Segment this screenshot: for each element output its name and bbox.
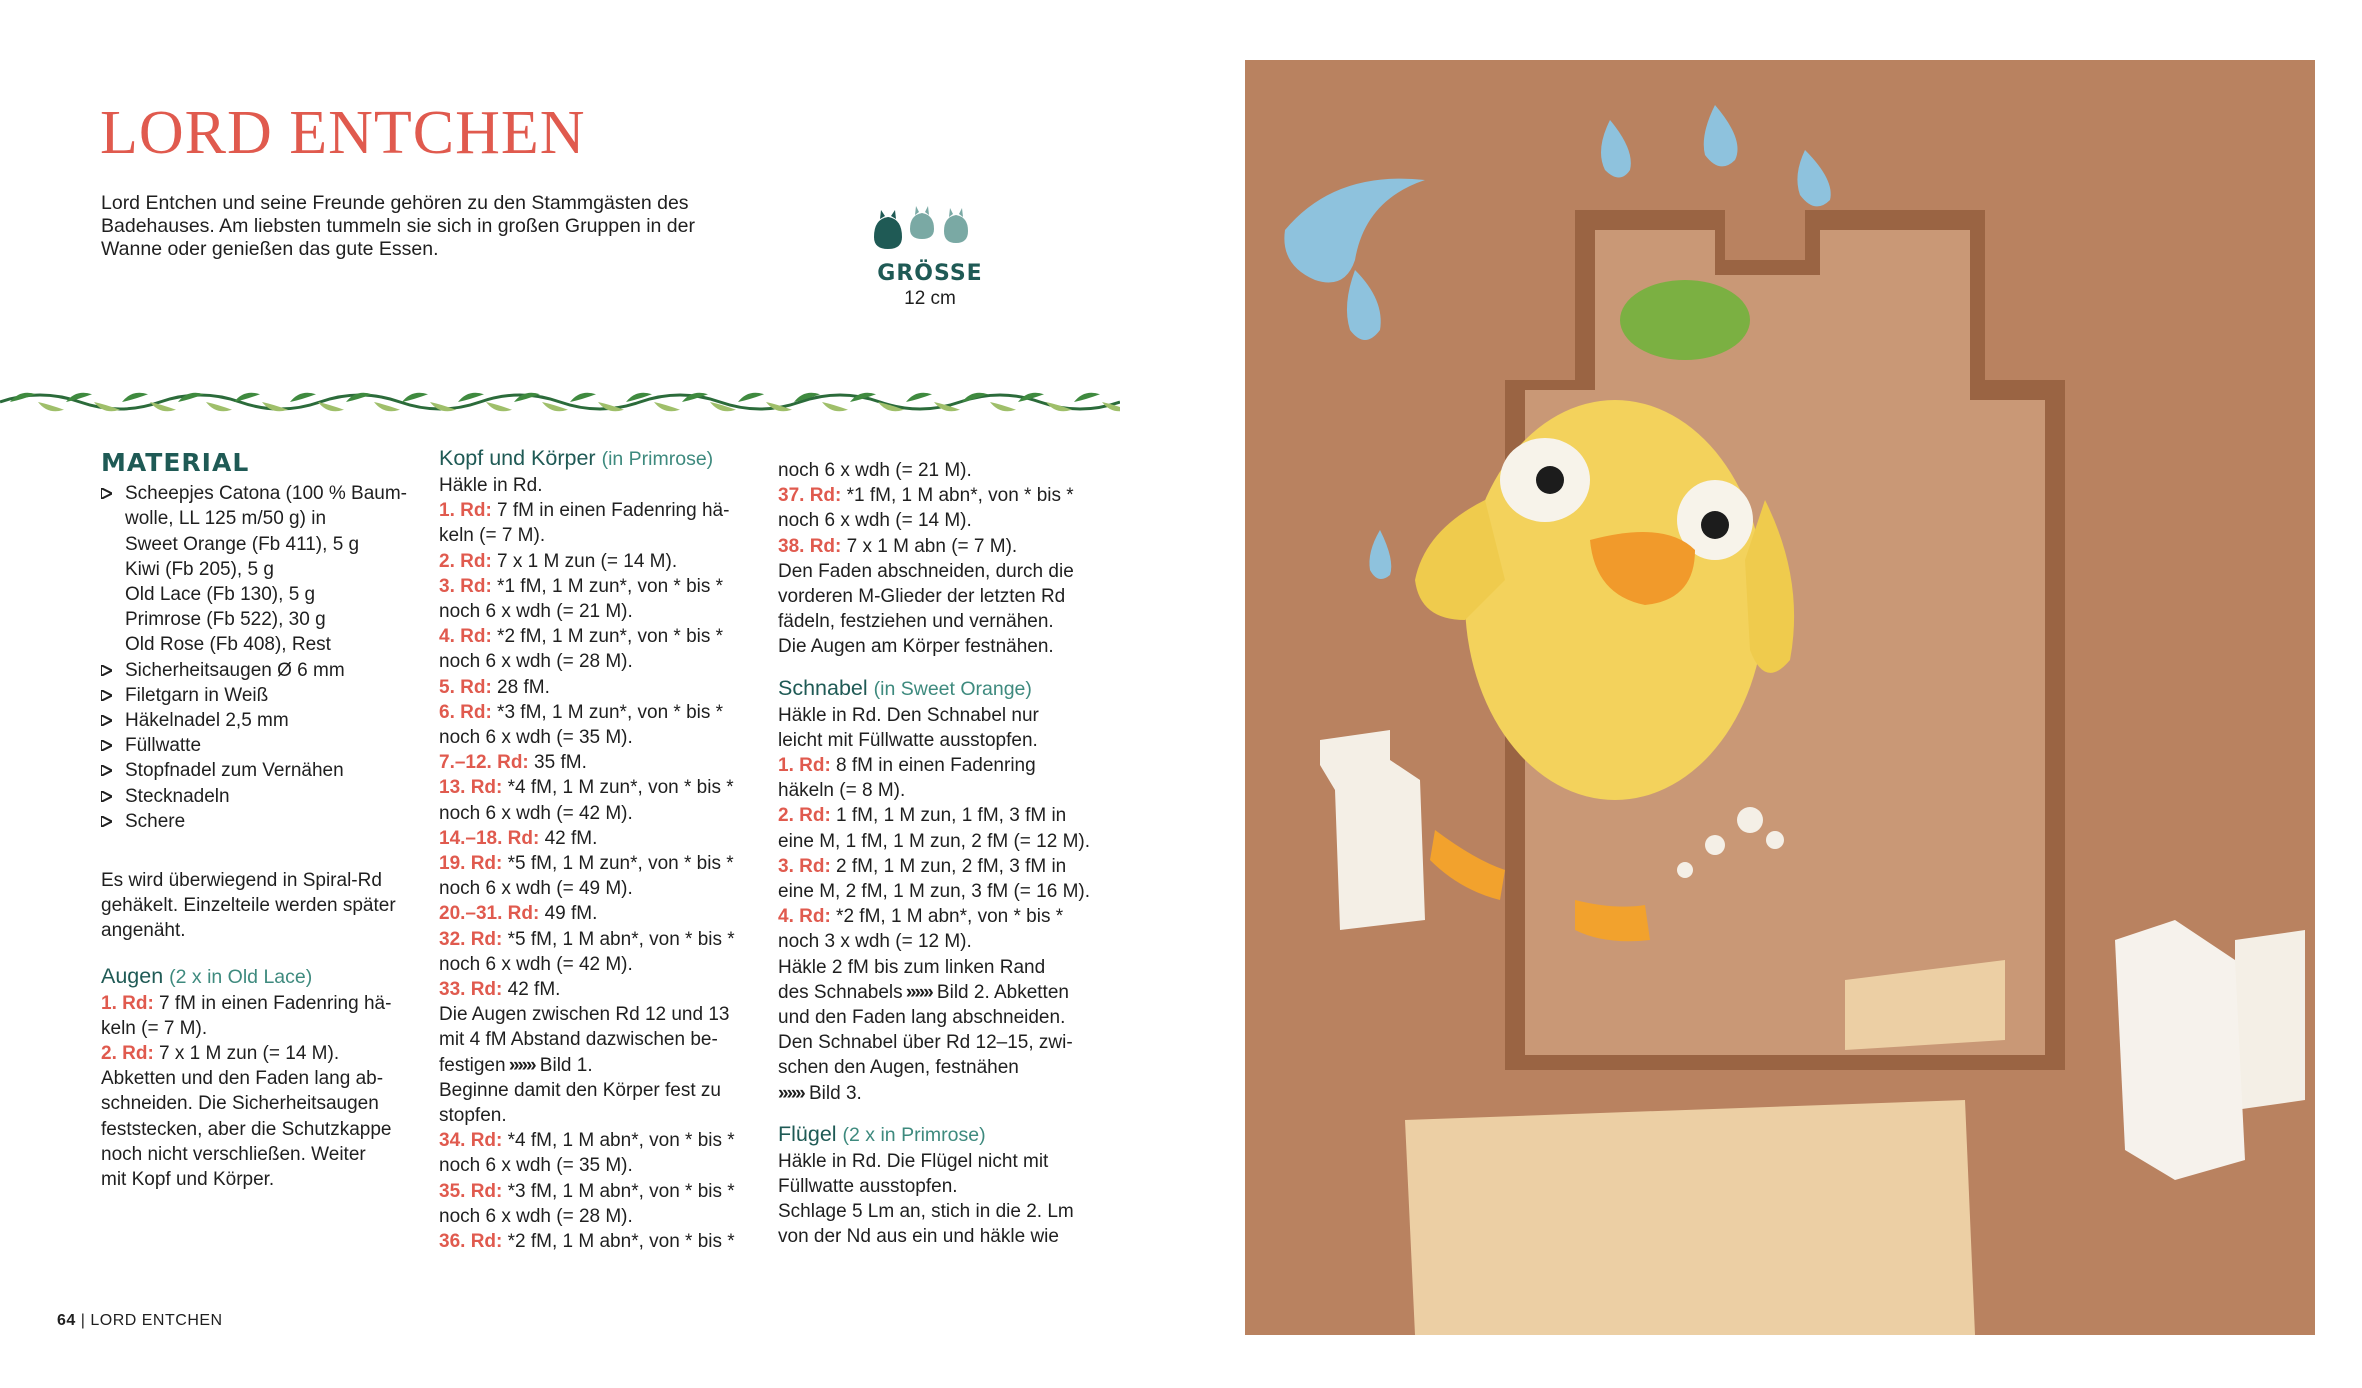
column-kopf [439,444,759,1254]
instruction-line: 1. Rd: 7 fM in einen Fadenring hä- [439,500,730,522]
arrow-bullet-icon [101,488,112,499]
instruction-line: 1. Rd: 8 fM in einen Fadenring [778,755,1036,777]
instruction-line: 36. Rd: *2 fM, 1 M abn*, von * bis * [439,1231,735,1253]
arrow-bullet-icon [101,791,112,802]
arrow-bullet-icon [101,690,112,701]
instruction-line: Füllwatte ausstopfen. [778,1176,958,1198]
page-footer [57,1312,223,1330]
instruction-line: 19. Rd: *5 fM, 1 M zun*, von * bis * [439,853,734,875]
figure-reference: Bild 1. [534,1054,593,1076]
instruction-line: mit Kopf und Körper. [101,1169,275,1191]
instruction-line: 13. Rd: *4 fM, 1 M zun*, von * bis * [439,777,734,799]
instruction-line: 4. Rd: *2 fM, 1 M zun*, von * bis * [439,626,724,648]
instruction-line: 2. Rd: 7 x 1 M zun (= 14 M). [439,550,678,572]
instruction-line: leicht mit Füllwatte ausstopfen. [778,729,1038,751]
instruction-line: Häkle in Rd. [439,475,543,496]
material-item: Kiwi (Fb 205), 5 g [125,558,274,580]
leaf-icon [374,402,400,411]
instruction-line: 4. Rd: *2 fM, 1 M abn*, von * bis * [778,906,1064,928]
leaf-icon [1046,402,1072,411]
material-item: Scheepjes Catona (100 % Baum- [101,481,431,506]
instruction-line: feststecken, aber die Schutzkappe [101,1118,392,1140]
leaf-icon [234,393,260,402]
leaf-icon [1074,393,1100,402]
footer-title: LORD ENTCHEN [90,1312,223,1329]
instruction-line: 1. Rd: 7 fM in einen Fadenring hä- [101,992,392,1014]
arrow-reference-icon: »»» [778,1082,804,1104]
instruction-line: 37. Rd: *1 fM, 1 M abn*, von * bis * [778,485,1074,507]
kopf-heading: Kopf und Körper (in Primrose) [439,446,714,470]
instruction-line: noch 3 x wdh (= 12 M). [778,931,972,953]
kopf-instructions [439,473,759,1254]
material-item: Old Lace (Fb 130), 5 g [125,584,316,606]
arrow-reference-icon: »»» [505,1054,535,1076]
fluegel-heading: Flügel (2 x in Primrose) [778,1121,986,1146]
instruction-line: festigen »»» Bild 1. [439,1054,593,1076]
instruction-line: Häkle 2 fM bis zum linken Rand [778,956,1046,978]
instruction-line: noch 6 x wdh (= 21 M). [778,460,972,481]
size-value: 12 cm [904,288,956,309]
fluegel-instructions [778,1149,1098,1250]
material-item: Sweet Orange (Fb 411), 5 g [125,533,360,555]
instruction-line: 3. Rd: 2 fM, 1 M zun, 2 fM, 3 fM in [778,855,1067,877]
material-item: Sicherheitsaugen Ø 6 mm [101,658,431,683]
material-list [101,481,431,834]
instruction-line: 32. Rd: *5 fM, 1 M abn*, von * bis * [439,928,735,950]
instruction-line: noch 6 x wdh (= 28 M). [439,1205,633,1227]
instruction-line: noch 6 x wdh (= 14 M). [778,510,972,532]
instruction-line: noch 6 x wdh (= 42 M). [439,802,633,824]
instruction-line: Abketten und den Faden lang ab- [101,1068,384,1090]
arrow-bullet-icon [101,765,112,776]
spiral-note: Es wird überwiegend in Spiral-Rd gehäkelt. Einzelteile werden später angenäht. [101,870,396,942]
instruction-line: Die Augen zwischen Rd 12 und 13 [439,1004,730,1026]
size-icons [870,195,990,253]
leaf-icon [206,402,232,411]
leaf-icon [822,402,848,411]
instruction-line: und den Faden lang abschneiden. [778,1007,1066,1029]
footer-separator: | [80,1312,86,1329]
instruction-line: Die Augen am Körper festnähen. [778,636,1054,658]
instruction-line: 38. Rd: 7 x 1 M abn (= 7 M). [778,535,1018,557]
schnabel-heading: Schnabel (in Sweet Orange) [778,675,1032,700]
material-item: wolle, LL 125 m/50 g) in [125,508,327,530]
leaf-icon [990,402,1016,411]
instruction-line: 7.–12. Rd: 35 fM. [439,752,587,774]
intro-text: Lord Entchen und seine Freunde gehören zu den Stammgästen des Badehauses. Am liebsten tummeln sie sich in großen Gruppen in der Wanne oder genießen das gute Essen. [101,192,695,260]
instruction-line: vorderen M-Glieder der letzten Rd [778,586,1066,608]
material-heading: MATERIAL [101,448,250,477]
instruction-line: Häkle in Rd. Die Flügel nicht mit [778,1150,1049,1172]
arrow-bullet-icon [101,665,112,676]
instruction-line: noch 6 x wdh (= 49 M). [439,878,633,900]
leaf-icon [402,393,428,402]
amigurumi-photo [1245,60,2315,1335]
column-schnabel [778,458,1098,1250]
leaf-icon [654,402,680,411]
instruction-line: Den Faden abschneiden, durch die [778,560,1074,582]
instruction-line: 2. Rd: 7 x 1 M zun (= 14 M). [101,1043,340,1065]
instruction-line: noch 6 x wdh (= 35 M). [439,727,633,749]
instruction-line: keln (= 7 M). [101,1017,208,1039]
figure-reference: Bild 2. [931,981,990,1003]
instruction-line: mit 4 fM Abstand dazwischen be- [439,1029,718,1051]
column-material [101,450,431,1192]
instruction-line: 6. Rd: *3 fM, 1 M zun*, von * bis * [439,701,724,723]
instruction-line: eine M, 2 fM, 1 M zun, 3 fM (= 16 M). [778,881,1091,903]
arrow-reference-icon: »»» [902,981,932,1003]
instruction-line: 3. Rd: *1 fM, 1 M zun*, von * bis * [439,575,724,597]
instruction-line: fädeln, festziehen und vernähen. [778,611,1054,633]
material-item: Stopfnadel zum Vernähen [101,758,431,783]
size-info [870,195,990,310]
leaf-icon [318,402,344,411]
instruction-line: noch 6 x wdh (= 21 M). [439,601,633,623]
instruction-line: keln (= 7 M). [439,525,546,547]
instruction-line: schen den Augen, festnähen [778,1057,1019,1079]
material-item: Primrose (Fb 522), 30 g [125,609,326,631]
leaf-icon [38,402,64,411]
schnabel-instructions [778,703,1098,1106]
instruction-line [778,1081,1098,1106]
instruction-line: 20.–31. Rd: 49 fM. [439,903,598,925]
leaf-icon [738,393,764,402]
instruction-line: von der Nd aus ein und häkle wie [778,1226,1059,1248]
material-item: Füllwatte [101,733,431,758]
leaf-icon [570,393,596,402]
leaf-icon [486,402,512,411]
instruction-line: noch 6 x wdh (= 35 M). [439,1155,633,1177]
vine-divider [0,380,1120,420]
instruction-line: noch 6 x wdh (= 28 M). [439,651,633,673]
material-item: Häkelnadel 2,5 mm [101,708,431,733]
instruction-line: häkeln (= 8 M). [778,780,906,802]
material-item: Filetgarn in Weiß [101,683,431,708]
augen-instructions [101,991,431,1193]
material-item: Stecknadeln [101,784,431,809]
instruction-line: 33. Rd: 42 fM. [439,979,561,1001]
augen-heading: Augen (2 x in Old Lace) [101,963,313,988]
instruction-line: Beginne damit den Körper fest zu [439,1079,722,1101]
instruction-line: schneiden. Die Sicherheitsaugen [101,1093,379,1115]
material-item: Schere [101,809,431,834]
kopf-continued [778,458,1098,660]
instruction-line: noch nicht verschließen. Weiter [101,1143,366,1165]
leaf-icon [122,393,148,402]
instruction-line: Schlage 5 Lm an, stich in die 2. Lm [778,1201,1074,1223]
leaf-icon [290,393,316,402]
page-title: LORD ENTCHEN [100,99,586,167]
instruction-line: 2. Rd: 1 fM, 1 M zun, 1 fM, 3 fM in [778,805,1067,827]
instruction-line: Häkle in Rd. Den Schnabel nur [778,704,1039,726]
instruction-line: 14.–18. Rd: 42 fM. [439,827,598,849]
instruction-line: des Schnabels »»» Bild 2. Abketten [778,981,1069,1003]
instruction-line: noch 6 x wdh (= 42 M). [439,953,633,975]
arrow-bullet-icon [101,816,112,827]
arrow-bullet-icon [101,715,112,726]
instruction-line: 5. Rd: 28 fM. [439,676,550,698]
arrow-bullet-icon [101,740,112,751]
leaf-icon [150,402,176,411]
bath-creature-icon [870,195,990,253]
instruction-line: 35. Rd: *3 fM, 1 M abn*, von * bis * [439,1180,735,1202]
page-number: 64 [57,1312,76,1329]
instruction-line: 34. Rd: *4 fM, 1 M abn*, von * bis * [439,1130,735,1152]
instruction-line: eine M, 1 fM, 1 M zun, 2 fM (= 12 M). [778,830,1091,852]
instruction-line: Den Schnabel über Rd 12–15, zwi- [778,1032,1073,1054]
instruction-line: stopfen. [439,1105,507,1127]
material-item: Old Rose (Fb 408), Rest [125,634,331,656]
size-label: GRÖSSE [877,261,983,286]
leaf-icon [906,393,932,402]
figure-reference: Bild 3. [803,1082,862,1104]
